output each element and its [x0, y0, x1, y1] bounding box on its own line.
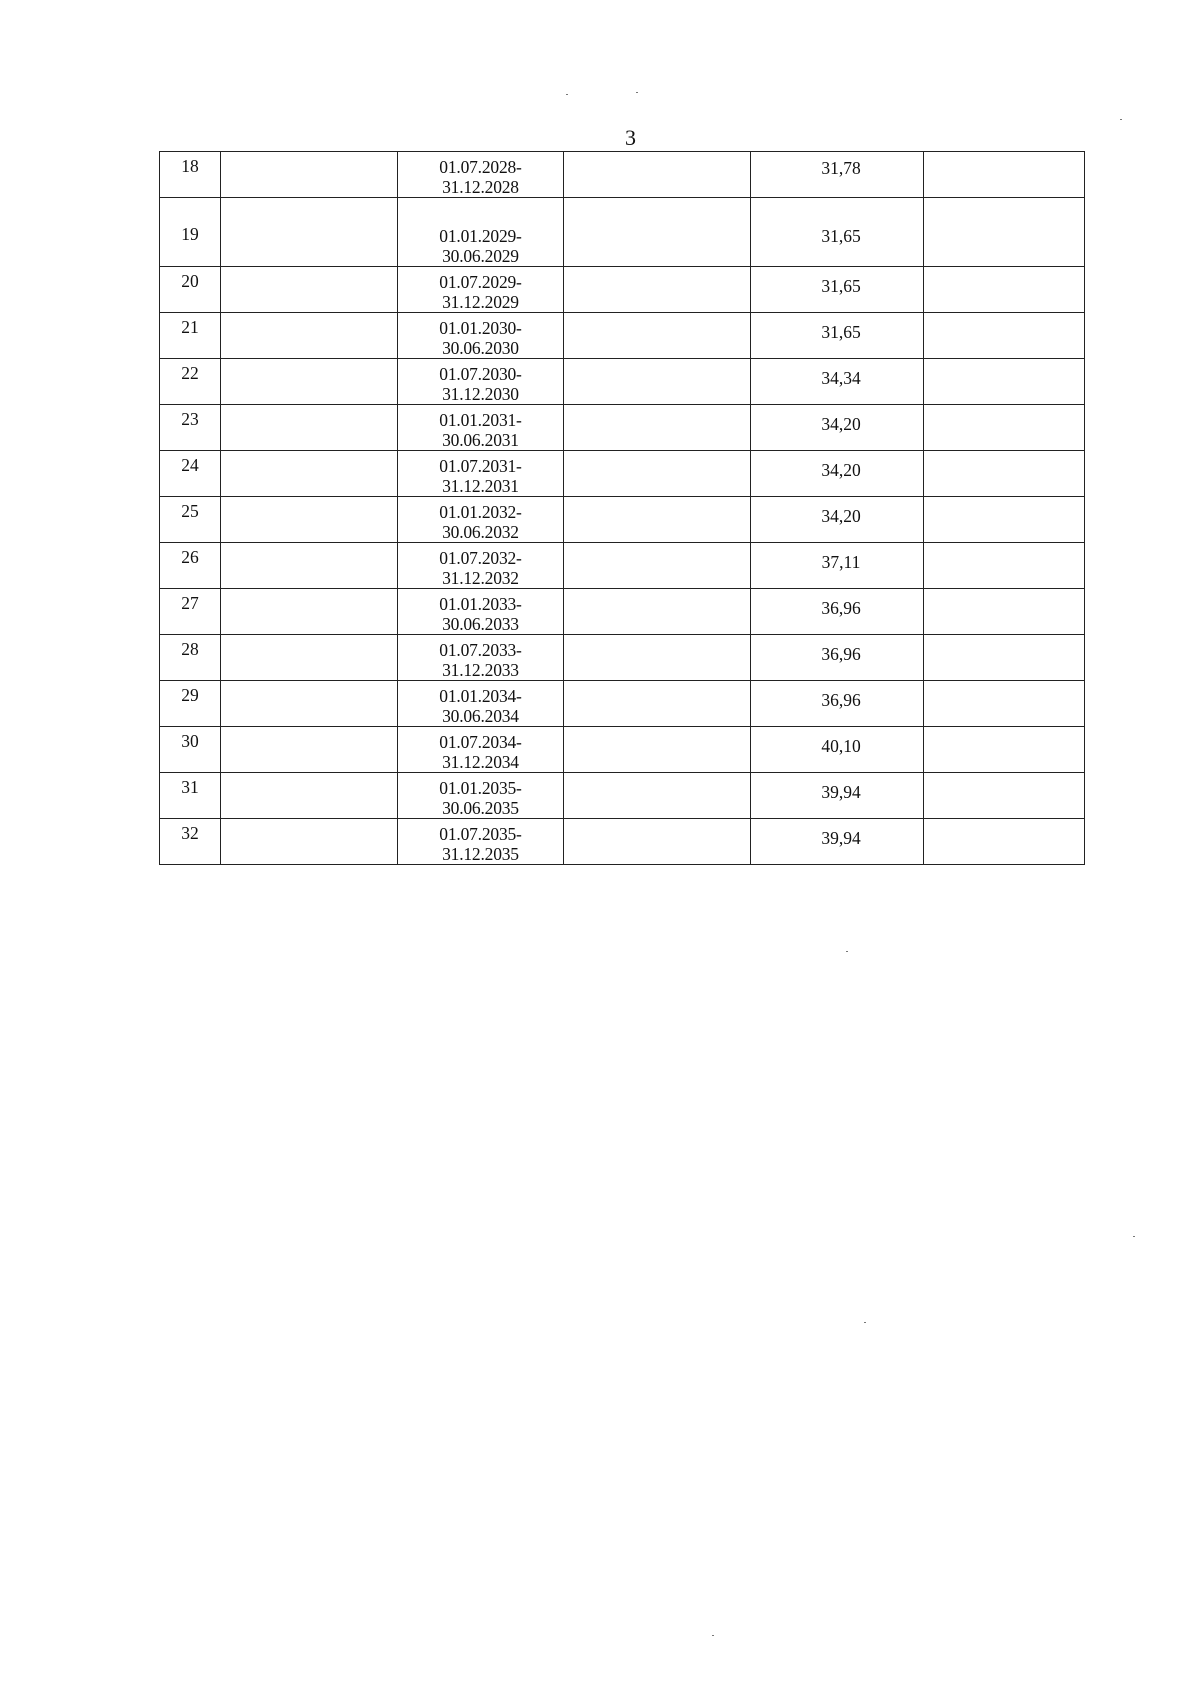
period-cell [398, 727, 564, 773]
empty-cell [221, 681, 398, 727]
table-row [160, 359, 1085, 405]
period-start: 01.07.2029- [439, 272, 522, 292]
period-cell [398, 819, 564, 865]
row-number-cell [160, 681, 221, 727]
empty-cell [564, 313, 751, 359]
value-cell [751, 198, 924, 267]
empty-cell [564, 451, 751, 497]
empty-cell [564, 681, 751, 727]
value-cell [751, 405, 924, 451]
tariff-value: 40,10 [821, 736, 861, 756]
period-range [398, 773, 563, 818]
empty-cell [564, 405, 751, 451]
empty-cell [924, 451, 1085, 497]
empty-cell [221, 152, 398, 198]
period-end: 31.12.2028 [442, 177, 519, 197]
empty-cell [221, 451, 398, 497]
period-range [398, 635, 563, 680]
period-start: 01.07.2035- [439, 824, 522, 844]
period-end: 30.06.2032 [442, 522, 519, 542]
row-number: 32 [181, 823, 199, 843]
empty-cell [924, 635, 1085, 681]
table-row [160, 152, 1085, 198]
value-cell [751, 727, 924, 773]
row-number: 24 [181, 455, 199, 475]
row-number: 29 [181, 685, 199, 705]
period-range [398, 405, 563, 450]
scan-speck [1133, 1236, 1135, 1237]
scan-speck [1120, 119, 1122, 120]
tariff-value: 36,96 [821, 690, 861, 710]
period-range [398, 497, 563, 542]
period-range [398, 198, 563, 266]
row-number-cell [160, 543, 221, 589]
empty-cell [564, 635, 751, 681]
period-cell [398, 497, 564, 543]
period-start: 01.07.2031- [439, 456, 522, 476]
period-start: 01.07.2028- [439, 157, 522, 177]
empty-cell [221, 198, 398, 267]
period-start: 01.07.2030- [439, 364, 522, 384]
empty-cell [221, 267, 398, 313]
empty-cell [564, 589, 751, 635]
row-number: 22 [181, 363, 199, 383]
empty-cell [221, 359, 398, 405]
period-start: 01.01.2033- [439, 594, 522, 614]
period-start: 01.07.2032- [439, 548, 522, 568]
empty-cell [564, 267, 751, 313]
period-cell [398, 589, 564, 635]
scan-speck [566, 94, 568, 95]
period-end: 31.12.2035 [442, 844, 519, 864]
period-cell [398, 198, 564, 267]
row-number-cell [160, 198, 221, 267]
period-end: 31.12.2031 [442, 476, 519, 496]
tariff-value: 34,34 [821, 368, 861, 388]
period-start: 01.01.2029- [439, 226, 522, 246]
value-cell [751, 359, 924, 405]
period-cell [398, 359, 564, 405]
table-row [160, 727, 1085, 773]
period-end: 31.12.2034 [442, 752, 519, 772]
empty-cell [924, 727, 1085, 773]
row-number: 31 [181, 777, 199, 797]
period-start: 01.07.2034- [439, 732, 522, 752]
row-number-cell [160, 819, 221, 865]
table-row [160, 313, 1085, 359]
row-number: 28 [181, 639, 199, 659]
period-cell [398, 313, 564, 359]
empty-cell [924, 497, 1085, 543]
period-range [398, 152, 563, 197]
empty-cell [924, 543, 1085, 589]
period-end: 31.12.2032 [442, 568, 519, 588]
empty-cell [924, 819, 1085, 865]
scan-speck [846, 951, 848, 952]
empty-cell [924, 152, 1085, 198]
empty-cell [924, 589, 1085, 635]
scan-speck [636, 92, 638, 93]
table-row [160, 589, 1085, 635]
period-range [398, 589, 563, 634]
period-end: 31.12.2033 [442, 660, 519, 680]
period-cell [398, 635, 564, 681]
row-number-cell [160, 635, 221, 681]
tariff-value: 31,65 [821, 322, 861, 342]
empty-cell [564, 727, 751, 773]
tariff-table-body [160, 152, 1085, 865]
row-number-cell [160, 313, 221, 359]
empty-cell [924, 313, 1085, 359]
value-cell [751, 773, 924, 819]
empty-cell [564, 152, 751, 198]
empty-cell [924, 267, 1085, 313]
period-range [398, 359, 563, 404]
scan-speck [864, 1322, 866, 1323]
table-row [160, 267, 1085, 313]
value-cell [751, 543, 924, 589]
period-range [398, 727, 563, 772]
empty-cell [564, 497, 751, 543]
row-number: 26 [181, 547, 199, 567]
empty-cell [564, 359, 751, 405]
tariff-table [159, 151, 1085, 865]
period-start: 01.01.2032- [439, 502, 522, 522]
period-range [398, 313, 563, 358]
period-end: 30.06.2034 [442, 706, 519, 726]
table-row [160, 819, 1085, 865]
tariff-value: 39,94 [821, 782, 861, 802]
empty-cell [564, 819, 751, 865]
table-row [160, 497, 1085, 543]
period-range [398, 819, 563, 864]
empty-cell [564, 773, 751, 819]
table-row [160, 543, 1085, 589]
empty-cell [924, 681, 1085, 727]
value-cell [751, 152, 924, 198]
table-row [160, 635, 1085, 681]
period-end: 30.06.2030 [442, 338, 519, 358]
row-number: 27 [181, 593, 199, 613]
value-cell [751, 267, 924, 313]
empty-cell [221, 497, 398, 543]
period-end: 31.12.2030 [442, 384, 519, 404]
empty-cell [221, 727, 398, 773]
table-row [160, 198, 1085, 267]
empty-cell [221, 589, 398, 635]
period-cell [398, 773, 564, 819]
value-cell [751, 589, 924, 635]
table-row [160, 681, 1085, 727]
period-start: 01.01.2031- [439, 410, 522, 430]
tariff-value: 37,11 [821, 552, 861, 572]
period-cell [398, 152, 564, 198]
empty-cell [221, 405, 398, 451]
empty-cell [924, 359, 1085, 405]
empty-cell [221, 773, 398, 819]
row-number: 23 [181, 409, 199, 429]
empty-cell [221, 543, 398, 589]
tariff-value: 36,96 [821, 644, 861, 664]
tariff-value: 34,20 [821, 414, 861, 434]
row-number: 30 [181, 731, 199, 751]
value-cell [751, 451, 924, 497]
value-cell [751, 681, 924, 727]
empty-cell [924, 773, 1085, 819]
value-cell [751, 819, 924, 865]
table-row [160, 451, 1085, 497]
tariff-value: 36,96 [821, 598, 861, 618]
empty-cell [564, 198, 751, 267]
value-cell [751, 635, 924, 681]
value-cell [751, 313, 924, 359]
row-number-cell [160, 589, 221, 635]
tariff-value: 34,20 [821, 506, 861, 526]
row-number-cell [160, 267, 221, 313]
period-end: 30.06.2035 [442, 798, 519, 818]
period-range [398, 681, 563, 726]
row-number-cell [160, 773, 221, 819]
empty-cell [221, 635, 398, 681]
row-number-cell [160, 497, 221, 543]
page-number: 3 [625, 125, 636, 150]
empty-cell [924, 198, 1085, 267]
empty-cell [924, 405, 1085, 451]
empty-cell [564, 543, 751, 589]
period-cell [398, 405, 564, 451]
period-cell [398, 451, 564, 497]
row-number-cell [160, 359, 221, 405]
period-range [398, 543, 563, 588]
empty-cell [221, 819, 398, 865]
tariff-value: 31,65 [821, 276, 861, 296]
period-cell [398, 267, 564, 313]
period-range [398, 451, 563, 496]
period-start: 01.01.2030- [439, 318, 522, 338]
period-end: 30.06.2029 [442, 246, 519, 266]
period-start: 01.07.2033- [439, 640, 522, 660]
period-cell [398, 681, 564, 727]
period-cell [398, 543, 564, 589]
row-number: 18 [181, 156, 199, 176]
tariff-value: 31,78 [821, 158, 861, 178]
tariff-value: 31,65 [821, 226, 861, 246]
period-start: 01.01.2035- [439, 778, 522, 798]
row-number-cell [160, 405, 221, 451]
value-cell [751, 497, 924, 543]
period-range [398, 267, 563, 312]
period-start: 01.01.2034- [439, 686, 522, 706]
row-number-cell [160, 152, 221, 198]
table-row [160, 773, 1085, 819]
row-number: 19 [181, 224, 199, 244]
row-number-cell [160, 727, 221, 773]
table-row [160, 405, 1085, 451]
tariff-value: 39,94 [821, 828, 861, 848]
tariff-value: 34,20 [821, 460, 861, 480]
row-number-cell [160, 451, 221, 497]
period-end: 30.06.2033 [442, 614, 519, 634]
scan-speck [712, 1635, 714, 1636]
period-end: 30.06.2031 [442, 430, 519, 450]
period-end: 31.12.2029 [442, 292, 519, 312]
row-number: 25 [181, 501, 199, 521]
row-number: 20 [181, 271, 199, 291]
row-number: 21 [181, 317, 199, 337]
empty-cell [221, 313, 398, 359]
